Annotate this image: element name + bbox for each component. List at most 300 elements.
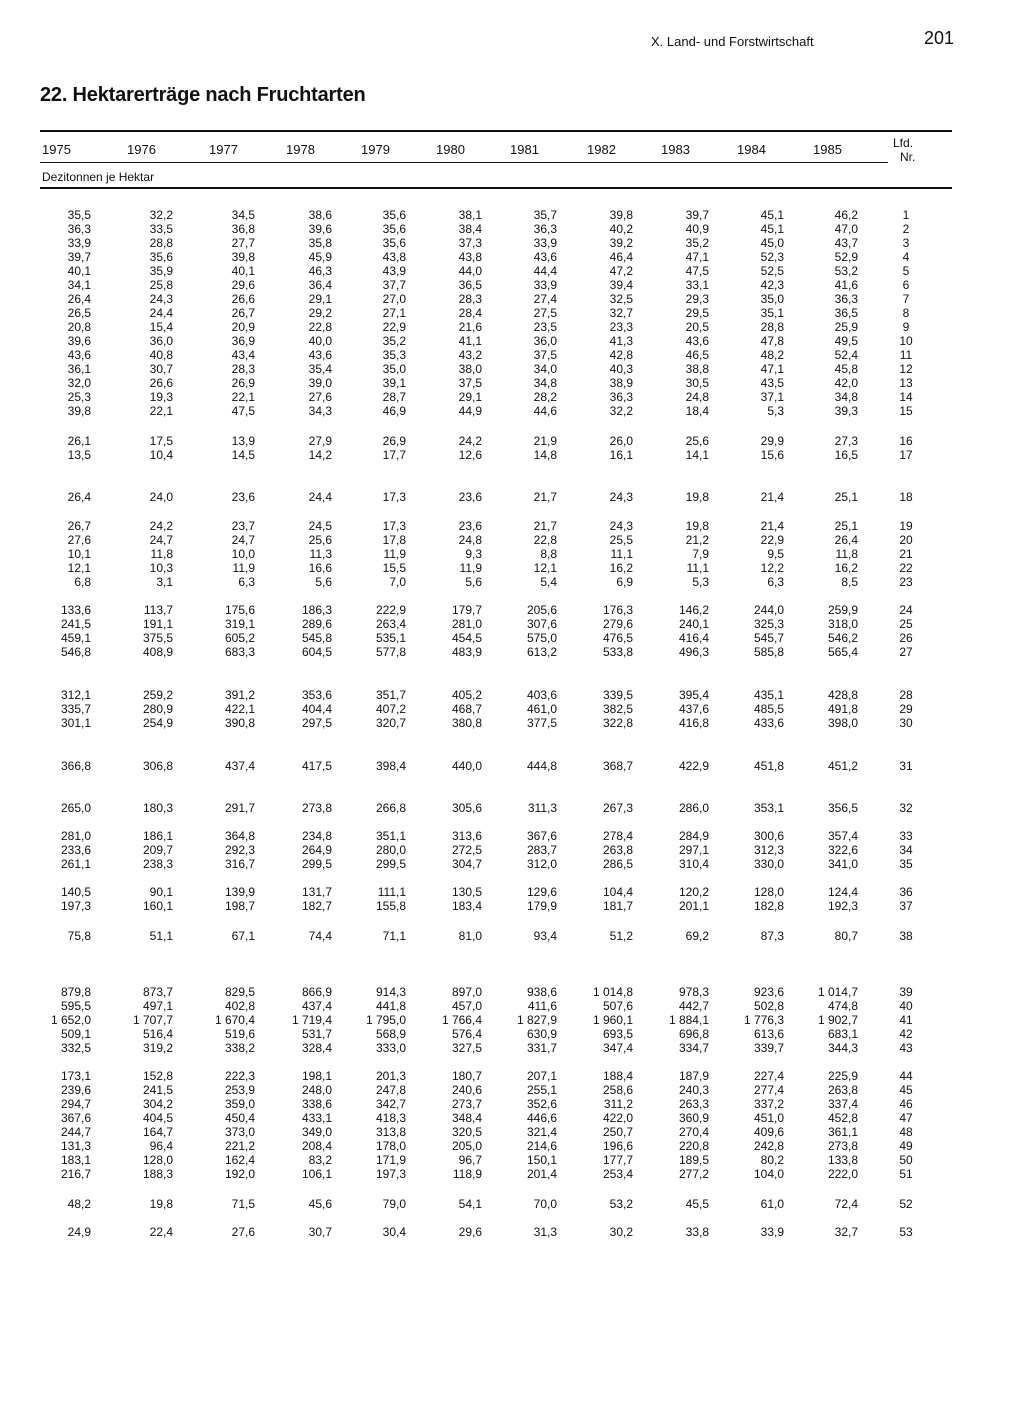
table-cell: 131,7 xyxy=(301,885,332,899)
table-cell: 17,7 xyxy=(382,448,406,462)
table-cell: 292,3 xyxy=(224,843,255,857)
table-row xyxy=(0,688,1024,702)
row-number: 22 xyxy=(899,561,913,575)
table-cell: 234,8 xyxy=(301,829,332,843)
table-cell: 683,1 xyxy=(827,1027,858,1041)
table-cell: 398,4 xyxy=(375,759,406,773)
table-cell: 139,9 xyxy=(224,885,255,899)
table-cell: 43,4 xyxy=(231,348,255,362)
table-row xyxy=(0,899,1024,913)
table-cell: 403,6 xyxy=(526,688,557,702)
table-cell: 47,2 xyxy=(609,264,633,278)
table-cell: 26,0 xyxy=(609,434,633,448)
table-cell: 10,1 xyxy=(67,547,91,561)
table-row xyxy=(0,1139,1024,1153)
section-header: X. Land- und Forstwirtschaft xyxy=(651,34,814,49)
table-cell: 259,9 xyxy=(827,603,858,617)
table-cell: 23,3 xyxy=(609,320,633,334)
table-cell: 366,8 xyxy=(60,759,91,773)
table-cell: 240,1 xyxy=(678,617,709,631)
table-cell: 26,4 xyxy=(67,292,91,306)
table-cell: 43,8 xyxy=(458,250,482,264)
table-cell: 182,7 xyxy=(301,899,332,913)
row-number: 17 xyxy=(899,448,913,462)
table-cell: 16,2 xyxy=(609,561,633,575)
table-cell: 312,3 xyxy=(753,843,784,857)
table-cell: 39,7 xyxy=(67,250,91,264)
table-cell: 357,4 xyxy=(827,829,858,843)
table-cell: 32,2 xyxy=(609,404,633,418)
table-cell: 47,1 xyxy=(685,250,709,264)
table-row xyxy=(0,334,1024,348)
table-row xyxy=(0,716,1024,730)
table-cell: 20,9 xyxy=(231,320,255,334)
table-cell: 300,6 xyxy=(753,829,784,843)
table-cell: 305,6 xyxy=(451,801,482,815)
table-cell: 74,4 xyxy=(308,929,332,943)
table-cell: 568,9 xyxy=(375,1027,406,1041)
table-cell: 11,9 xyxy=(383,547,406,561)
year-header: 1985 xyxy=(813,142,842,157)
table-cell: 111,1 xyxy=(377,885,406,899)
table-cell: 47,1 xyxy=(760,362,784,376)
table-cell: 70,0 xyxy=(533,1197,557,1211)
table-cell: 879,8 xyxy=(60,985,91,999)
table-cell: 43,2 xyxy=(458,348,482,362)
row-number: 21 xyxy=(899,547,913,561)
table-cell: 30,4 xyxy=(382,1225,406,1239)
table-cell: 38,6 xyxy=(308,208,332,222)
table-cell: 35,6 xyxy=(382,236,406,250)
table-cell: 39,0 xyxy=(308,376,332,390)
table-cell: 52,9 xyxy=(834,250,858,264)
table-row xyxy=(0,801,1024,815)
table-cell: 312,0 xyxy=(526,857,557,871)
row-number: 44 xyxy=(899,1069,913,1083)
table-cell: 38,0 xyxy=(458,362,482,376)
table-cell: 29,6 xyxy=(231,278,255,292)
table-row xyxy=(0,390,1024,404)
table-cell: 25,5 xyxy=(609,533,633,547)
table-cell: 476,5 xyxy=(602,631,633,645)
table-cell: 35,2 xyxy=(382,334,406,348)
table-cell: 335,7 xyxy=(60,702,91,716)
table-cell: 318,0 xyxy=(827,617,858,631)
table-cell: 873,7 xyxy=(142,985,173,999)
table-cell: 341,0 xyxy=(827,857,858,871)
table-cell: 239,6 xyxy=(60,1083,91,1097)
table-cell: 34,8 xyxy=(533,376,557,390)
table-cell: 46,4 xyxy=(609,250,633,264)
table-cell: 10,3 xyxy=(149,561,173,575)
table-cell: 263,3 xyxy=(678,1097,709,1111)
table-cell: 197,3 xyxy=(60,899,91,913)
table-cell: 208,4 xyxy=(301,1139,332,1153)
table-cell: 40,1 xyxy=(67,264,91,278)
table-cell: 311,3 xyxy=(527,801,557,815)
table-cell: 281,0 xyxy=(60,829,91,843)
table-cell: 42,0 xyxy=(834,376,858,390)
table-cell: 38,1 xyxy=(458,208,482,222)
table-cell: 9,3 xyxy=(465,547,482,561)
table-cell: 450,4 xyxy=(224,1111,255,1125)
table-cell: 36,9 xyxy=(231,334,255,348)
table-cell: 80,2 xyxy=(760,1153,784,1167)
table-cell: 128,0 xyxy=(753,885,784,899)
table-cell: 53,2 xyxy=(609,1197,633,1211)
row-number: 2 xyxy=(902,222,910,236)
table-cell: 48,2 xyxy=(67,1197,91,1211)
table-cell: 11,1 xyxy=(686,561,709,575)
table-cell: 829,5 xyxy=(224,985,255,999)
table-cell: 140,5 xyxy=(60,885,91,899)
table-cell: 14,2 xyxy=(308,448,332,462)
table-cell: 35,7 xyxy=(533,208,557,222)
table-cell: 533,8 xyxy=(602,645,633,659)
table-cell: 46,9 xyxy=(382,404,406,418)
table-cell: 30,2 xyxy=(609,1225,633,1239)
table-cell: 565,4 xyxy=(827,645,858,659)
table-cell: 35,9 xyxy=(149,264,173,278)
table-cell: 321,4 xyxy=(526,1125,557,1139)
row-number: 1 xyxy=(902,208,910,222)
table-cell: 253,4 xyxy=(602,1167,633,1181)
table-cell: 36,0 xyxy=(149,334,173,348)
table-cell: 404,5 xyxy=(142,1111,173,1125)
table-row xyxy=(0,929,1024,943)
table-row xyxy=(0,208,1024,222)
table-cell: 36,0 xyxy=(533,334,557,348)
row-number: 48 xyxy=(899,1125,913,1139)
table-cell: 325,3 xyxy=(753,617,784,631)
table-cell: 37,1 xyxy=(760,390,784,404)
table-cell: 519,6 xyxy=(224,1027,255,1041)
table-cell: 24,2 xyxy=(149,519,173,533)
table-row xyxy=(0,1083,1024,1097)
table-cell: 34,1 xyxy=(67,278,91,292)
table-cell: 16,5 xyxy=(834,448,858,462)
table-cell: 22,1 xyxy=(149,404,173,418)
row-number: 3 xyxy=(902,236,910,250)
table-cell: 585,8 xyxy=(753,645,784,659)
table-row xyxy=(0,306,1024,320)
table-cell: 8,8 xyxy=(540,547,557,561)
table-cell: 37,5 xyxy=(533,348,557,362)
table-cell: 1 776,3 xyxy=(743,1013,784,1027)
row-number: 4 xyxy=(902,250,910,264)
table-cell: 124,4 xyxy=(827,885,858,899)
table-cell: 322,8 xyxy=(602,716,633,730)
table-cell: 54,1 xyxy=(458,1197,482,1211)
table-cell: 390,8 xyxy=(224,716,255,730)
table-cell: 468,7 xyxy=(451,702,482,716)
table-cell: 23,5 xyxy=(533,320,557,334)
table-cell: 914,3 xyxy=(375,985,406,999)
table-cell: 364,8 xyxy=(224,829,255,843)
table-cell: 683,3 xyxy=(224,645,255,659)
table-cell: 351,7 xyxy=(375,688,406,702)
table-cell: 446,6 xyxy=(526,1111,557,1125)
table-cell: 37,5 xyxy=(458,376,482,390)
table-cell: 24,5 xyxy=(308,519,332,533)
table-cell: 402,8 xyxy=(224,999,255,1013)
table-cell: 280,0 xyxy=(375,843,406,857)
table-cell: 45,9 xyxy=(308,250,332,264)
table-row xyxy=(0,999,1024,1013)
table-row xyxy=(0,829,1024,843)
table-cell: 29,2 xyxy=(308,306,332,320)
table-cell: 47,5 xyxy=(231,404,255,418)
table-cell: 33,1 xyxy=(685,278,709,292)
table-cell: 171,9 xyxy=(375,1153,406,1167)
row-number: 33 xyxy=(899,829,913,843)
table-row xyxy=(0,533,1024,547)
table-cell: 216,7 xyxy=(60,1167,91,1181)
table-cell: 179,7 xyxy=(451,603,482,617)
table-cell: 40,1 xyxy=(231,264,255,278)
table-row xyxy=(0,575,1024,589)
table-cell: 35,5 xyxy=(67,208,91,222)
table-cell: 46,3 xyxy=(308,264,332,278)
table-cell: 395,4 xyxy=(678,688,709,702)
table-cell: 897,0 xyxy=(451,985,482,999)
table-cell: 80,7 xyxy=(834,929,858,943)
row-number: 36 xyxy=(899,885,913,899)
table-cell: 162,4 xyxy=(224,1153,255,1167)
table-cell: 33,9 xyxy=(533,278,557,292)
table-cell: 263,8 xyxy=(827,1083,858,1097)
year-header: 1981 xyxy=(510,142,539,157)
table-cell: 23,6 xyxy=(458,519,482,533)
table-cell: 113,7 xyxy=(143,603,173,617)
table-row xyxy=(0,348,1024,362)
table-row xyxy=(0,490,1024,504)
table-cell: 24,3 xyxy=(609,519,633,533)
table-cell: 186,1 xyxy=(142,829,173,843)
table-cell: 33,8 xyxy=(685,1225,709,1239)
table-cell: 1 707,7 xyxy=(132,1013,173,1027)
table-cell: 241,5 xyxy=(60,617,91,631)
table-cell: 11,1 xyxy=(610,547,633,561)
table-cell: 19,8 xyxy=(149,1197,173,1211)
table-cell: 1 766,4 xyxy=(441,1013,482,1027)
table-cell: 36,8 xyxy=(231,222,255,236)
table-cell: 37,7 xyxy=(382,278,406,292)
table-cell: 150,1 xyxy=(526,1153,557,1167)
table-cell: 22,4 xyxy=(149,1225,173,1239)
table-cell: 43,8 xyxy=(382,250,406,264)
table-cell: 433,6 xyxy=(753,716,784,730)
table-cell: 27,4 xyxy=(533,292,557,306)
table-cell: 411,6 xyxy=(527,999,557,1013)
table-row xyxy=(0,645,1024,659)
table-cell: 405,2 xyxy=(451,688,482,702)
table-cell: 277,2 xyxy=(678,1167,709,1181)
table-cell: 83,2 xyxy=(308,1153,332,1167)
table-cell: 272,5 xyxy=(451,843,482,857)
table-cell: 416,4 xyxy=(678,631,709,645)
table-cell: 5,6 xyxy=(315,575,332,589)
table-row xyxy=(0,631,1024,645)
table-cell: 24,7 xyxy=(231,533,255,547)
table-cell: 330,0 xyxy=(753,857,784,871)
table-cell: 43,9 xyxy=(382,264,406,278)
table-cell: 35,1 xyxy=(760,306,784,320)
table-cell: 39,8 xyxy=(231,250,255,264)
table-cell: 177,7 xyxy=(602,1153,633,1167)
table-cell: 201,3 xyxy=(375,1069,406,1083)
year-header: 1980 xyxy=(436,142,465,157)
table-cell: 367,6 xyxy=(526,829,557,843)
table-cell: 1 670,4 xyxy=(214,1013,255,1027)
table-cell: 25,1 xyxy=(834,490,858,504)
table-cell: 595,5 xyxy=(60,999,91,1013)
table-cell: 978,3 xyxy=(678,985,709,999)
row-number: 32 xyxy=(899,801,913,815)
table-cell: 23,6 xyxy=(231,490,255,504)
table-cell: 244,0 xyxy=(753,603,784,617)
table-row xyxy=(0,561,1024,575)
table-cell: 417,5 xyxy=(301,759,332,773)
table-cell: 444,8 xyxy=(526,759,557,773)
table-cell: 17,3 xyxy=(382,490,406,504)
table-cell: 344,3 xyxy=(827,1041,858,1055)
table-cell: 197,3 xyxy=(375,1167,406,1181)
table-cell: 41,3 xyxy=(609,334,633,348)
table-cell: 441,8 xyxy=(375,999,406,1013)
table-cell: 451,2 xyxy=(827,759,858,773)
row-number: 52 xyxy=(899,1197,913,1211)
table-cell: 179,9 xyxy=(526,899,557,913)
table-row xyxy=(0,404,1024,418)
table-cell: 45,5 xyxy=(685,1197,709,1211)
table-row xyxy=(0,759,1024,773)
table-cell: 46,2 xyxy=(834,208,858,222)
table-cell: 30,7 xyxy=(308,1225,332,1239)
table-cell: 273,7 xyxy=(451,1097,482,1111)
table-cell: 34,5 xyxy=(231,208,255,222)
table-cell: 45,6 xyxy=(308,1197,332,1211)
table-cell: 19,8 xyxy=(685,490,709,504)
table-cell: 26,9 xyxy=(231,376,255,390)
table-cell: 32,2 xyxy=(149,208,173,222)
table-cell: 1 014,8 xyxy=(592,985,633,999)
table-row xyxy=(0,250,1024,264)
table-cell: 408,9 xyxy=(142,645,173,659)
table-cell: 28,2 xyxy=(533,390,557,404)
table-cell: 348,4 xyxy=(451,1111,482,1125)
table-cell: 322,6 xyxy=(827,843,858,857)
table-cell: 25,6 xyxy=(308,533,332,547)
lfd-label: Lfd. xyxy=(893,136,914,150)
table-cell: 32,5 xyxy=(609,292,633,306)
table-cell: 359,0 xyxy=(224,1097,255,1111)
table-cell: 221,2 xyxy=(224,1139,255,1153)
table-cell: 45,1 xyxy=(760,208,784,222)
table-cell: 261,1 xyxy=(60,857,91,871)
table-cell: 33,9 xyxy=(760,1225,784,1239)
table-cell: 25,1 xyxy=(834,519,858,533)
table-cell: 356,5 xyxy=(827,801,858,815)
table-cell: 40,0 xyxy=(308,334,332,348)
table-cell: 214,6 xyxy=(526,1139,557,1153)
table-cell: 191,1 xyxy=(142,617,173,631)
table-cell: 207,1 xyxy=(526,1069,557,1083)
table-cell: 222,0 xyxy=(827,1167,858,1181)
table-cell: 25,9 xyxy=(834,320,858,334)
table-cell: 353,1 xyxy=(753,801,784,815)
table-cell: 474,8 xyxy=(827,999,858,1013)
row-number: 35 xyxy=(899,857,913,871)
table-row xyxy=(0,617,1024,631)
table-cell: 333,0 xyxy=(375,1041,406,1055)
table-row xyxy=(0,1111,1024,1125)
table-cell: 160,1 xyxy=(142,899,173,913)
table-cell: 286,5 xyxy=(602,857,633,871)
table-cell: 27,6 xyxy=(67,533,91,547)
table-cell: 43,6 xyxy=(308,348,332,362)
table-cell: 12,6 xyxy=(458,448,482,462)
table-cell: 43,5 xyxy=(760,376,784,390)
table-cell: 11,8 xyxy=(150,547,173,561)
table-cell: 11,3 xyxy=(309,547,332,561)
table-cell: 71,1 xyxy=(382,929,406,943)
table-cell: 6,3 xyxy=(238,575,255,589)
table-cell: 289,6 xyxy=(301,617,332,631)
table-cell: 133,6 xyxy=(60,603,91,617)
table-cell: 189,5 xyxy=(678,1153,709,1167)
table-cell: 180,3 xyxy=(142,801,173,815)
row-number: 29 xyxy=(899,702,913,716)
table-cell: 283,7 xyxy=(526,843,557,857)
row-number: 12 xyxy=(899,362,913,376)
table-cell: 39,8 xyxy=(609,208,633,222)
year-header: 1982 xyxy=(587,142,616,157)
table-cell: 29,1 xyxy=(308,292,332,306)
table-cell: 39,6 xyxy=(308,222,332,236)
table-cell: 291,7 xyxy=(224,801,255,815)
row-number: 26 xyxy=(899,631,913,645)
table-cell: 104,4 xyxy=(602,885,633,899)
table-cell: 178,0 xyxy=(375,1139,406,1153)
table-cell: 938,6 xyxy=(526,985,557,999)
table-cell: 416,8 xyxy=(678,716,709,730)
table-cell: 26,6 xyxy=(149,376,173,390)
row-number: 47 xyxy=(899,1111,913,1125)
table-cell: 422,0 xyxy=(602,1111,633,1125)
table-cell: 45,8 xyxy=(834,362,858,376)
table-cell: 25,3 xyxy=(67,390,91,404)
table-row xyxy=(0,1153,1024,1167)
table-cell: 44,6 xyxy=(533,404,557,418)
page-number: 201 xyxy=(924,28,955,48)
table-cell: 26,9 xyxy=(382,434,406,448)
table-cell: 36,5 xyxy=(834,306,858,320)
table-cell: 192,0 xyxy=(224,1167,255,1181)
table-cell: 28,3 xyxy=(231,362,255,376)
table-cell: 146,2 xyxy=(678,603,709,617)
row-number: 30 xyxy=(899,716,913,730)
table-cell: 347,4 xyxy=(602,1041,633,1055)
table-cell: 49,5 xyxy=(834,334,858,348)
table-cell: 44,4 xyxy=(533,264,557,278)
table-cell: 286,0 xyxy=(678,801,709,815)
table-cell: 24,3 xyxy=(609,490,633,504)
table-cell: 546,2 xyxy=(827,631,858,645)
year-header: 1977 xyxy=(209,142,238,157)
table-cell: 33,9 xyxy=(67,236,91,250)
row-number: 53 xyxy=(899,1225,913,1239)
